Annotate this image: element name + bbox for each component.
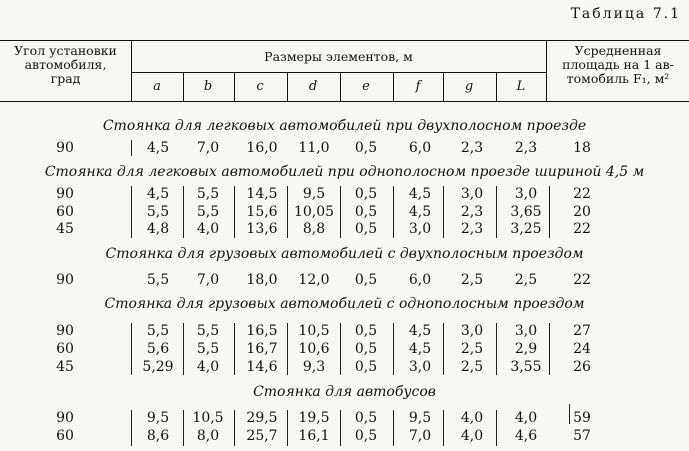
symbol-a: a: [153, 79, 161, 94]
column-separator: [393, 410, 394, 446]
cell-c: 29,5: [246, 410, 278, 426]
cell-b: 5,5: [196, 323, 220, 339]
symbol-L: L: [516, 79, 526, 94]
cell-L: 4,6: [514, 428, 538, 444]
section-title: Стоянка для автобусов: [253, 384, 436, 400]
cell-d: 10,5: [298, 323, 330, 339]
table-row: [0, 272, 689, 288]
column-separator: [549, 323, 550, 375]
cell-angle: 60: [56, 428, 74, 444]
cell-L: 2,5: [514, 272, 538, 288]
cell-a: 5,6: [146, 341, 170, 357]
cell-a: 4,5: [146, 140, 170, 156]
table-row: [0, 186, 689, 202]
cell-L: 2,3: [514, 140, 538, 156]
cell-angle: 90: [56, 323, 74, 339]
cell-d: 12,0: [298, 272, 330, 288]
cell-g: 3,0: [460, 323, 484, 339]
cell-a: 5,29: [142, 359, 174, 375]
symbol-divider: [287, 72, 288, 101]
table-row: [0, 204, 689, 220]
cell-f: 4,5: [408, 204, 432, 220]
cell-d: 10,05: [293, 204, 335, 220]
header-angle-line: град: [50, 71, 81, 86]
cell-g: 2,5: [460, 341, 484, 357]
header-bottom-rule: [0, 101, 689, 102]
cell-g: 4,0: [460, 410, 484, 426]
cell-f: 4,5: [408, 341, 432, 357]
cell-f: 6,0: [408, 272, 432, 288]
header-area-line: Усредненная: [574, 43, 662, 58]
cell-a: 5,5: [146, 272, 170, 288]
column-separator: [131, 186, 132, 238]
cell-d: 8,8: [302, 221, 326, 237]
cell-c: 16,5: [246, 323, 278, 339]
cell-area: 24: [573, 341, 591, 357]
cell-angle: 90: [56, 140, 74, 156]
cell-d: 16,1: [298, 428, 330, 444]
cell-e: 0,5: [354, 140, 378, 156]
symbol-divider: [234, 72, 235, 101]
cell-b: 4,0: [196, 221, 220, 237]
cell-L: 3,0: [514, 186, 538, 202]
cell-a: 5,5: [146, 323, 170, 339]
cell-c: 18,0: [246, 272, 278, 288]
cell-e: 0,5: [354, 186, 378, 202]
symbol-divider: [496, 72, 497, 101]
cell-g: 4,0: [460, 428, 484, 444]
cell-area: 22: [573, 221, 591, 237]
cell-L: 4,0: [514, 410, 538, 426]
table-row: [0, 221, 689, 237]
cell-e: 0,5: [354, 323, 378, 339]
symbol-d: d: [308, 79, 318, 94]
cell-d: 11,0: [298, 140, 330, 156]
cell-b: 5,5: [196, 186, 220, 202]
column-separator: [234, 186, 235, 238]
cell-area: 59: [573, 410, 591, 426]
cell-c: 14,6: [246, 359, 278, 375]
symbol-divider: [183, 72, 184, 101]
cell-b: 5,5: [196, 341, 220, 357]
cell-area: 57: [573, 428, 591, 444]
cell-e: 0,5: [354, 272, 378, 288]
cell-L: 2,9: [514, 341, 538, 357]
symbol-e: e: [362, 79, 370, 94]
cell-b: 5,5: [196, 204, 220, 220]
cell-angle: 45: [56, 359, 74, 375]
table-row: [0, 341, 689, 357]
cell-angle: 45: [56, 221, 74, 237]
cell-e: 0,5: [354, 428, 378, 444]
cell-e: 0,5: [354, 204, 378, 220]
cell-area: 26: [573, 359, 591, 375]
cell-g: 2,5: [460, 359, 484, 375]
cell-d: 19,5: [298, 410, 330, 426]
column-separator: [340, 323, 341, 375]
symbol-divider: [443, 72, 444, 101]
header-area-line: площадь на 1 ав-: [562, 57, 674, 72]
table-row: [0, 323, 689, 339]
cell-area: 27: [573, 323, 591, 339]
symbol-divider: [393, 72, 394, 101]
column-separator: [183, 186, 184, 238]
cell-b: 4,0: [196, 359, 220, 375]
column-separator: [393, 323, 394, 375]
header-top-rule: [0, 40, 689, 41]
column-separator: [234, 323, 235, 375]
cell-angle: 90: [56, 272, 74, 288]
cell-f: 7,0: [408, 428, 432, 444]
cell-area: 22: [573, 186, 591, 202]
cell-f: 6,0: [408, 140, 432, 156]
symbol-g: g: [464, 79, 474, 94]
column-separator: [496, 323, 497, 375]
cell-g: 2,3: [460, 140, 484, 156]
cell-e: 0,5: [354, 410, 378, 426]
cell-b: 10,5: [192, 410, 224, 426]
cell-angle: 60: [56, 341, 74, 357]
column-separator: [287, 410, 288, 446]
cell-g: 3,0: [460, 186, 484, 202]
cell-c: 13,6: [246, 221, 278, 237]
header-mid-rule: [131, 72, 546, 73]
cell-b: 7,0: [196, 272, 220, 288]
cell-g: 2,3: [460, 204, 484, 220]
cell-angle: 90: [56, 186, 74, 202]
cell-a: 5,5: [146, 204, 170, 220]
section-title: Стоянка для грузовых автомобилей с двухполосным проездом: [105, 246, 584, 262]
table-row: [0, 428, 689, 444]
cell-d: 9,5: [302, 186, 326, 202]
cell-f: 3,0: [408, 359, 432, 375]
column-separator: [183, 323, 184, 375]
symbol-f: f: [415, 79, 421, 94]
symbol-c: c: [256, 79, 264, 94]
cell-L: 3,65: [510, 204, 542, 220]
cell-angle: 60: [56, 204, 74, 220]
cell-e: 0,5: [354, 359, 378, 375]
table-row: [0, 359, 689, 375]
cell-c: 16,0: [246, 140, 278, 156]
cell-c: 14,5: [246, 186, 278, 202]
cell-g: 2,3: [460, 221, 484, 237]
table-row: [0, 410, 689, 426]
cell-area: 22: [573, 272, 591, 288]
cell-a: 4,8: [146, 221, 170, 237]
column-separator: [340, 410, 341, 446]
cell-f: 3,0: [408, 221, 432, 237]
cell-area: 20: [573, 204, 591, 220]
cell-d: 10,6: [298, 341, 330, 357]
column-separator: [287, 186, 288, 238]
cell-a: 8,6: [146, 428, 170, 444]
cell-angle: 90: [56, 410, 74, 426]
column-separator: [496, 410, 497, 446]
header-area: [547, 44, 689, 86]
header-area-line: томобиль F₁, м²: [566, 71, 670, 86]
column-separator: [443, 323, 444, 375]
cell-d: 9,3: [302, 359, 326, 375]
cell-f: 4,5: [408, 323, 432, 339]
column-separator: [234, 410, 235, 446]
column-separator: [287, 323, 288, 375]
header-angle-line: автомобиля,: [24, 57, 107, 72]
cell-f: 4,5: [408, 186, 432, 202]
symbol-b: b: [203, 79, 213, 94]
cell-L: 3,0: [514, 323, 538, 339]
column-separator: [496, 186, 497, 238]
column-separator: [340, 186, 341, 238]
header-dims-title: Размеры элементов, м: [264, 49, 413, 64]
column-separator: [183, 410, 184, 446]
section-title: Стоянка для легковых автомобилей при двухполосном проезде: [102, 118, 587, 134]
column-separator: [131, 323, 132, 375]
cell-e: 0,5: [354, 341, 378, 357]
section-title: Стоянка для легковых автомобилей при однополосном проезде шириной 4,5 м: [44, 164, 645, 180]
cell-b: 7,0: [196, 140, 220, 156]
column-separator: [569, 404, 570, 424]
cell-g: 2,5: [460, 272, 484, 288]
symbol-divider: [340, 72, 341, 101]
column-separator: [549, 186, 550, 238]
section-title: Стоянка для грузовых автомобилей с однополосным проездом: [104, 296, 585, 312]
column-separator: [393, 186, 394, 238]
cell-L: 3,25: [510, 221, 542, 237]
column-separator: [443, 186, 444, 238]
cell-c: 16,7: [246, 341, 278, 357]
cell-e: 0,5: [354, 221, 378, 237]
table-row: [0, 140, 689, 156]
cell-c: 25,7: [246, 428, 278, 444]
cell-c: 15,6: [246, 204, 278, 220]
cell-f: 9,5: [408, 410, 432, 426]
table-caption: Таблица 7.1: [570, 6, 681, 22]
column-separator: [131, 410, 132, 446]
cell-area: 18: [573, 140, 591, 156]
column-separator: [443, 410, 444, 446]
cell-a: 4,5: [146, 186, 170, 202]
cell-b: 8,0: [196, 428, 220, 444]
header-angle: [0, 44, 131, 86]
cell-L: 3,55: [510, 359, 542, 375]
header-angle-line: Угол установки: [14, 43, 117, 58]
cell-a: 9,5: [146, 410, 170, 426]
